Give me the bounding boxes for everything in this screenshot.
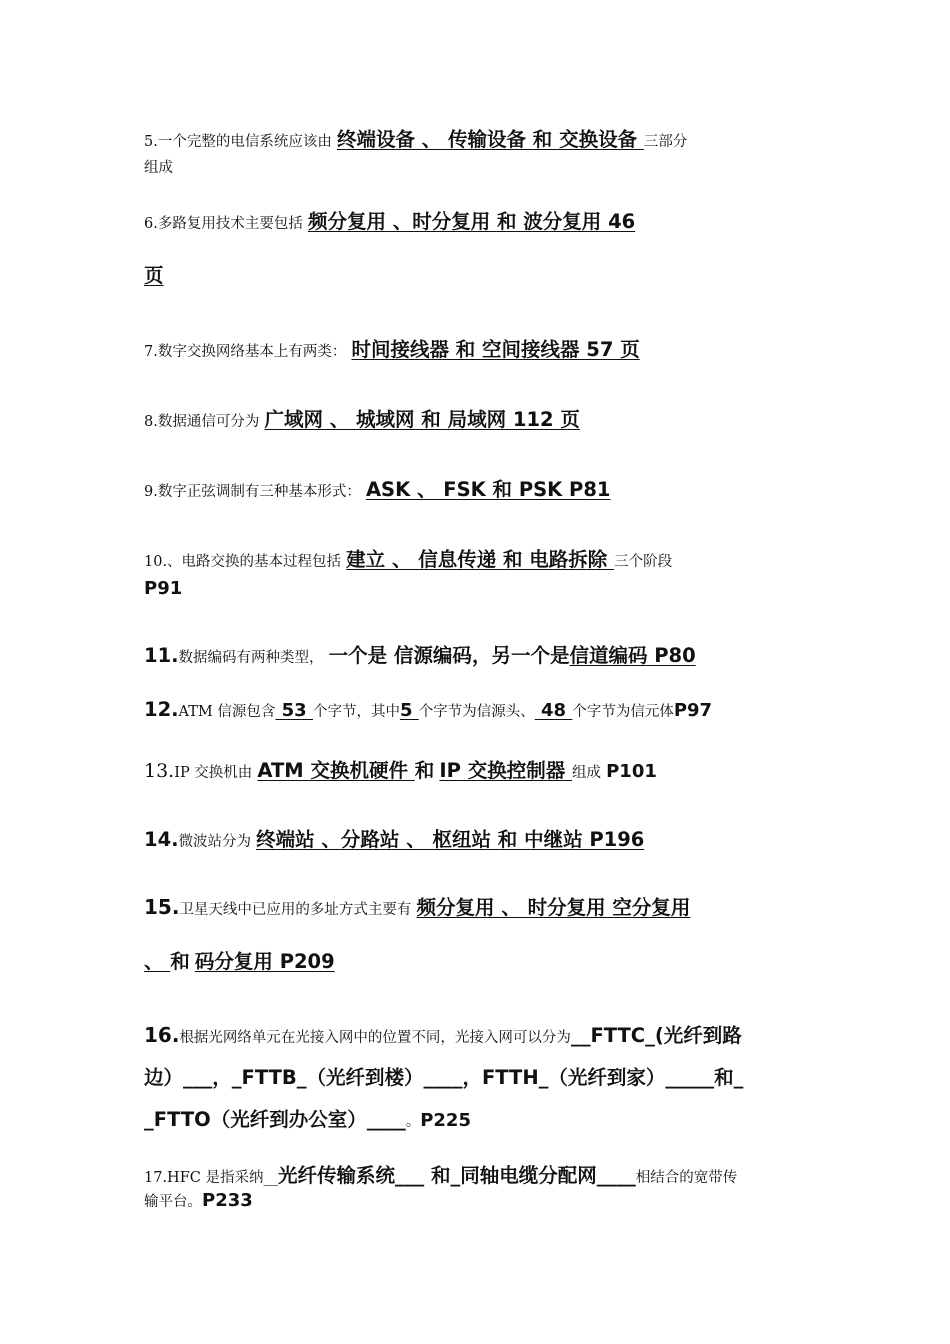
q16-answer-4: _FTTO（光纤到办公室）____ [144,1108,406,1131]
q14-number: 14. [144,828,179,851]
q13-prompt: IP 交换机由 [174,765,253,781]
q13-answer-2: IP 交换控制器 [439,759,573,782]
q15-answer-3: 码分复用 P209 [194,950,335,973]
q7-answer: 时间接线器 和 空间接线器 57 页 [351,338,640,361]
q16-answer-1: __FTTC_(光纤到路 [570,1024,742,1047]
question-12 [144,698,808,721]
q12-text-2: 个字节为信源头、 [418,704,535,720]
q10-answer: 建立 、 信息传递 和 电路拆除 [346,548,615,571]
question-16 [144,1020,808,1132]
q13-number: 13. [144,760,175,782]
q15-number: 15. [144,895,180,919]
question-14 [144,824,808,852]
q5-answer: 终端设备 、 传输设备 和 交换设备 [336,128,644,151]
q12-text-3: 个字节为信元体 [572,704,674,720]
q13-tail: 组成 [572,765,602,781]
q17-tail: 相结合的宽带传 [635,1170,738,1186]
q16-line-2: 边）___，_FTTB_（光纤到楼）____，FTTH_（光纤到家）_____和_ [144,1066,744,1089]
question-11 [144,640,808,668]
q13-and: 和 [414,759,435,782]
q15-answer-1: 频分复用 、 时分复用 空分复用 [416,896,691,919]
q12-answer-2: 5 [399,700,419,721]
q13-page-ref: P101 [606,761,657,782]
question-17 [144,1160,808,1211]
q11-mid: ，另一个是 [471,644,570,667]
question-13 [144,755,808,783]
q9-prompt: 9.数字正弦调制有三种基本形式： [144,484,361,500]
q11-number: 11. [144,644,179,667]
q10-prompt: 10.、电路交换的基本过程包括 [144,554,342,570]
q5-tail: 三部分 [643,134,688,150]
question-5 [144,124,808,177]
q6-prompt: 6.多路复用技术主要包括 [144,216,303,232]
q13-answer-1: ATM 交换机硬件 [257,759,415,782]
q12-number: 12. [144,698,179,721]
q16-number: 16. [144,1023,180,1047]
q5-continuation: 组成 [144,160,173,176]
q12-prompt: ATM 信源包含 [178,704,276,720]
q10-tail: 三个阶段 [614,554,673,570]
q17-page-ref: P233 [202,1190,253,1211]
q7-prompt: 7.数字交换网络基本上有两类： [144,344,347,360]
question-6 [144,206,808,288]
q8-answer: 广域网 、 城域网 和 局域网 112 页 [264,408,580,431]
q17-answer: 光纤传输系统___ 和_同轴电缆分配网____ [277,1164,636,1187]
question-9 [144,474,808,502]
q15-prompt: 卫星天线中已应用的多址方式主要有 [179,902,412,918]
question-15 [144,892,808,974]
q14-answer: 终端站 、分路站 、 枢纽站 和 中继站 P196 [256,828,645,851]
q8-prompt: 8.数据通信可分为 [144,414,260,430]
q12-answer-1: 53 [275,700,313,721]
q16-prompt: 根据光网络单元在光接入网中的位置不同，光接入网可以分为 [179,1030,571,1046]
q16-page-ref: P225 [420,1110,471,1131]
q6-continuation: 页 [144,264,164,287]
q14-prompt: 微波站分为 [178,834,252,850]
q9-answer: ASK 、 FSK 和 PSK P81 [365,478,611,501]
question-10 [144,544,808,599]
question-8 [144,404,808,432]
q15-answer-2: 、 [144,950,171,973]
q11-answer-1: 一个是 信源编码 [328,644,472,667]
q11-prompt: 数据编码有两种类型， [178,650,324,666]
q15-and: 和 [170,950,190,973]
q6-answer: 频分复用 、时分复用 和 波分复用 46 [307,210,636,233]
q16-period: 。 [405,1114,421,1130]
q17-continuation: 输平台。 [144,1194,202,1210]
q12-text-1: 个字节，其中 [312,704,400,720]
q12-page-ref: P97 [673,700,713,721]
q17-prompt: 17.HFC 是指采纳__ [144,1170,278,1186]
question-7 [144,334,808,362]
q11-answer-2: 信道编码 P80 [569,644,696,667]
q12-answer-3: 48 [534,700,573,721]
q10-page-ref: P91 [144,578,183,599]
q5-prompt: 5.一个完整的电信系统应该由 [144,134,332,150]
